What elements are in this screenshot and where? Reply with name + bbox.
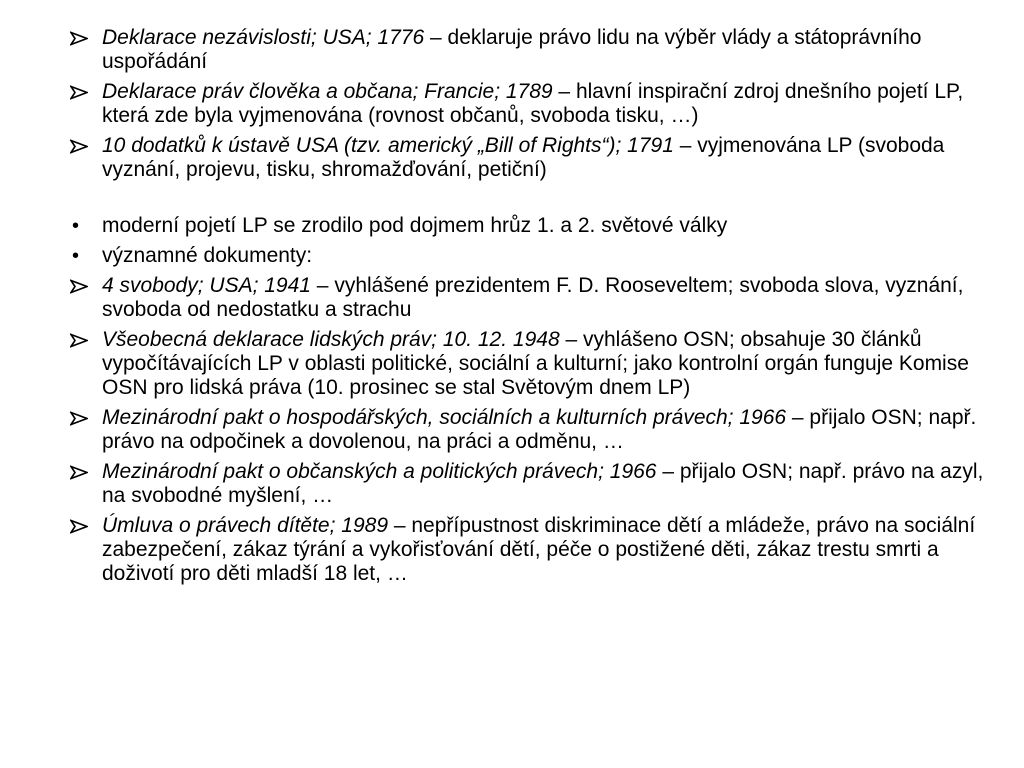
separator: – — [673, 134, 698, 157]
document-description: přijalo OSN; např. právo na odpočinek a dovolenou, na práci a odměnu, … — [102, 406, 977, 453]
list-item — [70, 26, 1000, 74]
dot-icon: • — [72, 245, 80, 267]
separator: – — [424, 26, 448, 49]
document-title: Deklarace nezávislosti; USA; 1776 — [102, 26, 425, 49]
statement-text: významné dokumenty: — [102, 244, 313, 267]
document-title: Deklarace práv člověka a občana; Francie; 1789 — [102, 80, 553, 103]
bullet-list — [70, 26, 1000, 592]
document-description: deklaruje právo lidu na výběr vlády a státoprávního uspořádání — [102, 26, 922, 73]
separator: – — [786, 406, 810, 429]
list-item — [70, 214, 1000, 238]
document-title: Všeobecná deklarace lidských práv; 10. 12. 1948 — [102, 328, 560, 351]
document-description: vyhlášeno OSN; obsahuje 30 článků vypočítávajících LP v oblasti politické, sociální a kulturní; jako kontrolní orgán funguje Komise OSN pro lidská práva (10. prosinec se stal Světovým dnem LP) — [102, 328, 969, 399]
statement-text: moderní pojetí LP se zrodilo pod dojmem hrůz 1. a 2. světové války — [102, 214, 728, 237]
document-description: hlavní inspirační zdroj dnešního pojetí LP, která zde byla vyjmenována (rovnost občanů, svoboda tisku, …) — [102, 80, 964, 127]
list-item — [70, 460, 1000, 508]
document-description: vyjmenována LP (svoboda vyznání, projevu, tisku, shromažďování, petiční) — [102, 134, 945, 181]
list-item — [70, 328, 1000, 400]
dot-icon: • — [72, 215, 80, 237]
document-description: nepřípustnost diskriminace dětí a mládeže, právo na sociální zabezpečení, zákaz týrání a vykořisťování dětí, péče o postižené děti, zákaz trestu smrti a doživotí pro děti mladší 18 let, … — [102, 514, 976, 585]
list-item — [70, 134, 1000, 182]
separator: – — [559, 328, 583, 351]
list-item — [70, 406, 1000, 454]
list-item — [70, 80, 1000, 128]
list-item — [70, 514, 1000, 586]
list-item — [70, 244, 1000, 268]
document-title: 4 svobody; USA; 1941 — [102, 274, 311, 297]
document-description: vyhlášené prezidentem F. D. Rooseveltem; svoboda slova, vyznání, svoboda od nedostatku a strachu — [102, 274, 964, 321]
document-title: Mezinárodní pakt o občanských a politických právech; 1966 — [102, 460, 657, 483]
document-title: 10 dodatků k ústavě USA (tzv. americký „Bill of Rights“); 1791 — [102, 134, 674, 157]
separator: – — [656, 460, 680, 483]
document-title: Mezinárodní pakt o hospodářských, sociálních a kulturních právech; 1966 — [102, 406, 787, 429]
list-item — [70, 274, 1000, 322]
separator: – — [310, 274, 335, 297]
separator: – — [552, 80, 576, 103]
document-description: přijalo OSN; např. právo na azyl, na svobodné myšlení, … — [102, 460, 984, 507]
document-title: Úmluva o právech dítěte; 1989 — [102, 514, 389, 537]
separator: – — [388, 514, 412, 537]
